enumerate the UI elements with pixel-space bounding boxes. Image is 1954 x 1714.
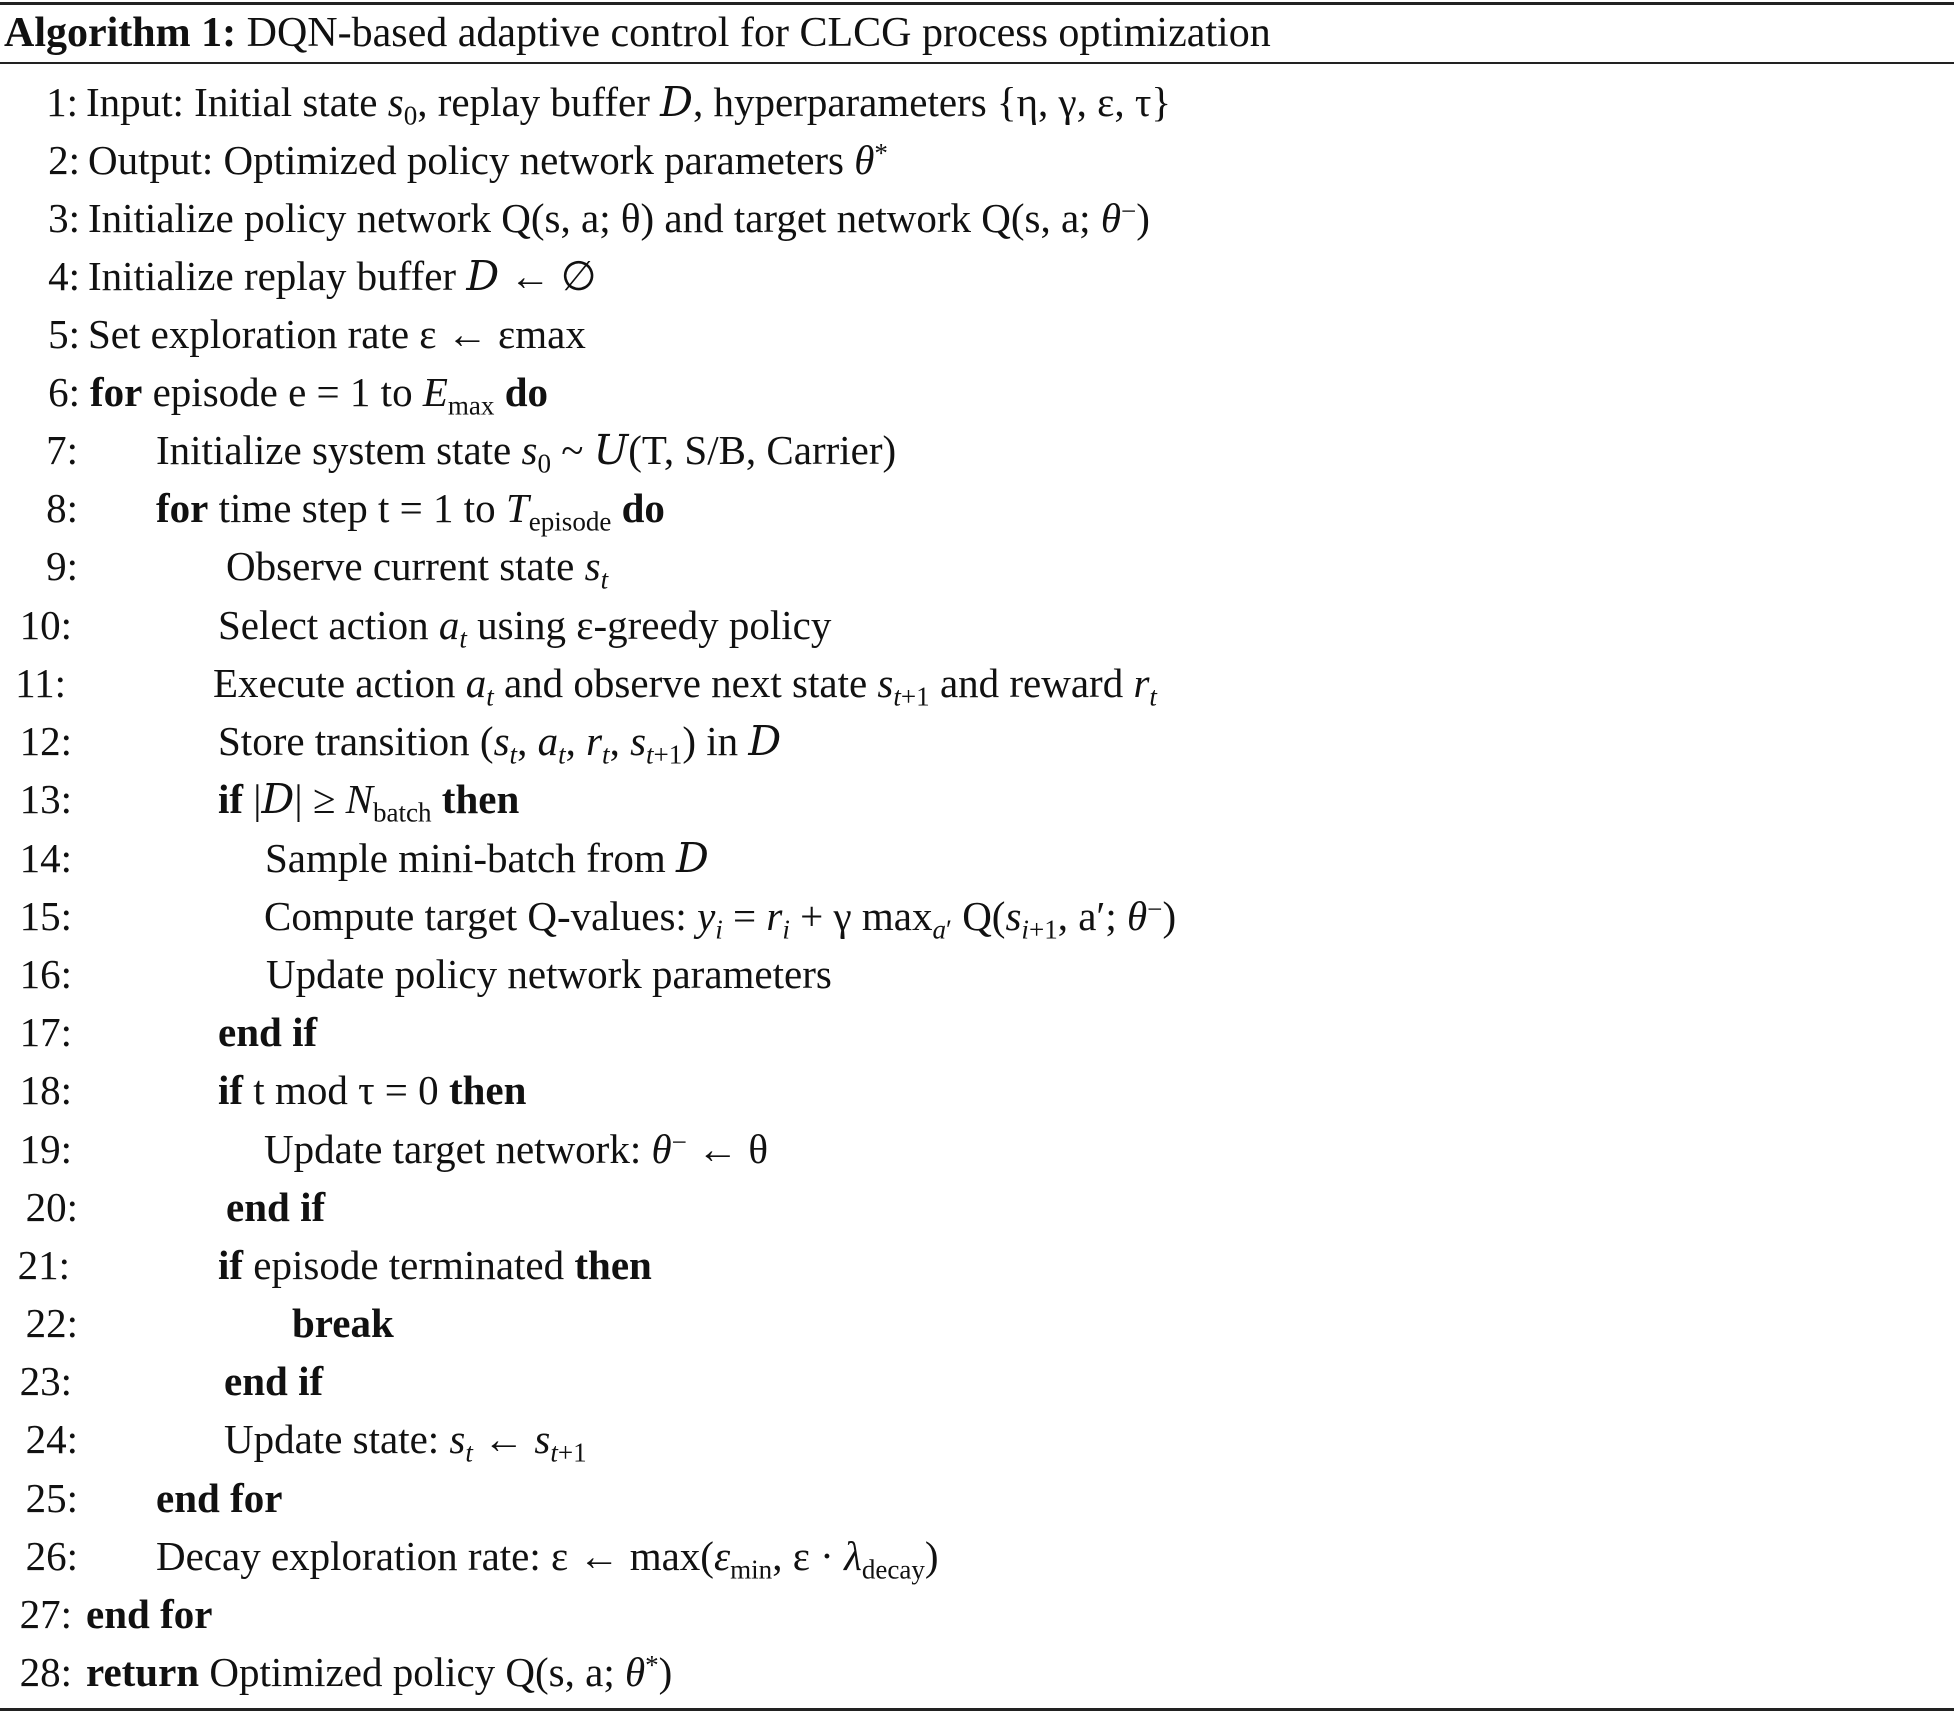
algorithm-line (0, 247, 1954, 305)
algorithm-line (0, 1294, 1954, 1352)
line-content: if episode terminated then (218, 1242, 652, 1288)
line-number: 22: (25, 1300, 78, 1346)
line-number: 21: (17, 1242, 70, 1288)
algorithm-line (0, 1003, 1954, 1061)
line-number: 14: (19, 835, 72, 881)
line-content: Input: Initial state $s_0$, replay buffer D, hyperparameters {η, γ, ε, τ} (86, 78, 1172, 131)
caption-rule (0, 62, 1954, 64)
algorithm-line (0, 305, 1954, 363)
algorithm-line (0, 1236, 1954, 1294)
bottom-rule (0, 1708, 1954, 1711)
line-content: end if (224, 1358, 324, 1404)
line-number: 26: (25, 1533, 78, 1579)
algorithm-line (0, 189, 1954, 247)
line-number: 25: (25, 1475, 78, 1521)
line-content: Update policy network parameters (266, 951, 832, 997)
line-content: Observe current state $s_t$ (226, 543, 609, 595)
line-content: Initialize system state $s_0$ ~ U(T, S/B, Carrier) (156, 426, 897, 479)
algorithm-caption (4, 6, 1271, 60)
algorithm-line (0, 1527, 1954, 1585)
line-content: return Optimized policy Q(s, a; θ*) (86, 1649, 673, 1695)
algorithm-line (0, 479, 1954, 537)
line-number: 8: (46, 485, 78, 531)
algorithm-line (0, 1352, 1954, 1410)
line-number: 17: (19, 1009, 72, 1055)
line-number: 18: (19, 1067, 72, 1113)
line-number: 20: (25, 1184, 78, 1230)
line-number: 27: (19, 1591, 72, 1637)
algorithm-line (0, 770, 1954, 828)
line-number: 19: (19, 1126, 72, 1172)
line-content: break (292, 1300, 394, 1346)
line-number: 10: (19, 602, 72, 648)
algorithm-line (0, 887, 1954, 945)
algorithm-line (0, 1178, 1954, 1236)
algorithm-line (0, 1469, 1954, 1527)
line-number: 23: (19, 1358, 72, 1404)
line-content: if t mod τ = 0 then (218, 1067, 527, 1113)
caption-label: Algorithm 1: (4, 10, 237, 56)
line-content: Update state: $s_t$ ← $s_{t+1}$ (224, 1416, 587, 1468)
algorithm-line (0, 1585, 1954, 1643)
algorithm-line (0, 596, 1954, 654)
algorithm-line (0, 712, 1954, 770)
algorithm-line (0, 945, 1954, 1003)
line-content: Decay exploration rate: ε ← $\max(\varepsilon_{min}$, $\varepsilon \cdot \lambda_{decay}$) (156, 1533, 939, 1585)
algorithm-line (0, 829, 1954, 887)
algorithm-line (0, 654, 1954, 712)
line-number: 28: (19, 1649, 72, 1695)
top-rule (0, 2, 1954, 5)
algorithm-line (0, 363, 1954, 421)
line-number: 1: (46, 79, 78, 125)
algorithm-line (0, 73, 1954, 131)
line-number: 9: (46, 543, 78, 589)
line-number: 12: (19, 718, 72, 764)
algorithm-line (0, 1643, 1954, 1701)
line-content: for time step t = 1 to $T_{episode}$ do (156, 485, 665, 537)
line-number: 15: (19, 893, 72, 939)
algorithm-line (0, 1120, 1954, 1178)
line-content: end for (156, 1475, 283, 1521)
line-content: Initialize policy network Q(s, a; θ) and target network Q(s, a; θ−) (88, 195, 1150, 241)
line-content: end if (226, 1184, 326, 1230)
line-content: if $|D| \ge N_{batch}$ then (218, 775, 520, 828)
line-number: 2: (48, 137, 80, 183)
line-content: Store transition ($s_t$, $a_t$, $r_t$, $s_{t+1}$) in D (218, 717, 782, 770)
line-number: 5: (48, 311, 80, 357)
line-content: end if (218, 1009, 318, 1055)
line-content: Output: Optimized policy network parameters θ* (88, 137, 888, 183)
line-content: Initialize replay buffer D ← ∅ (88, 252, 597, 300)
line-content: Execute action $a_t$ and observe next state $s_{t+1}$ and reward $r_t$ (213, 660, 1157, 712)
line-number: 4: (48, 253, 80, 299)
algorithm-line (0, 537, 1954, 595)
line-number: 16: (19, 951, 72, 997)
algorithm-line (0, 421, 1954, 479)
line-content: Select action $a_t$ using ε-greedy policy (218, 602, 832, 654)
line-content: Update target network: θ− ← θ (264, 1126, 769, 1172)
line-number: 24: (25, 1416, 78, 1462)
line-content: Sample mini-batch from D (265, 834, 709, 882)
line-number: 3: (48, 195, 80, 241)
line-content: Set exploration rate ε ← εmax (88, 311, 586, 357)
line-number: 11: (15, 660, 66, 706)
line-number: 6: (48, 369, 80, 415)
algorithm-line (0, 1410, 1954, 1468)
algorithm-line (0, 131, 1954, 189)
line-content: Compute target Q-values: $y_i = r_i + \gamma$ $\max_{a'} Q(s_{i+1}$, a′; θ−) (264, 893, 1177, 945)
line-number: 13: (19, 776, 72, 822)
line-content: for episode e = 1 to $E_{max}$ do (90, 369, 549, 421)
line-number: 7: (46, 427, 78, 473)
caption-title: DQN-based adaptive control for CLCG process optimization (246, 10, 1271, 56)
line-content: end for (86, 1591, 213, 1637)
algorithm-line (0, 1061, 1954, 1119)
